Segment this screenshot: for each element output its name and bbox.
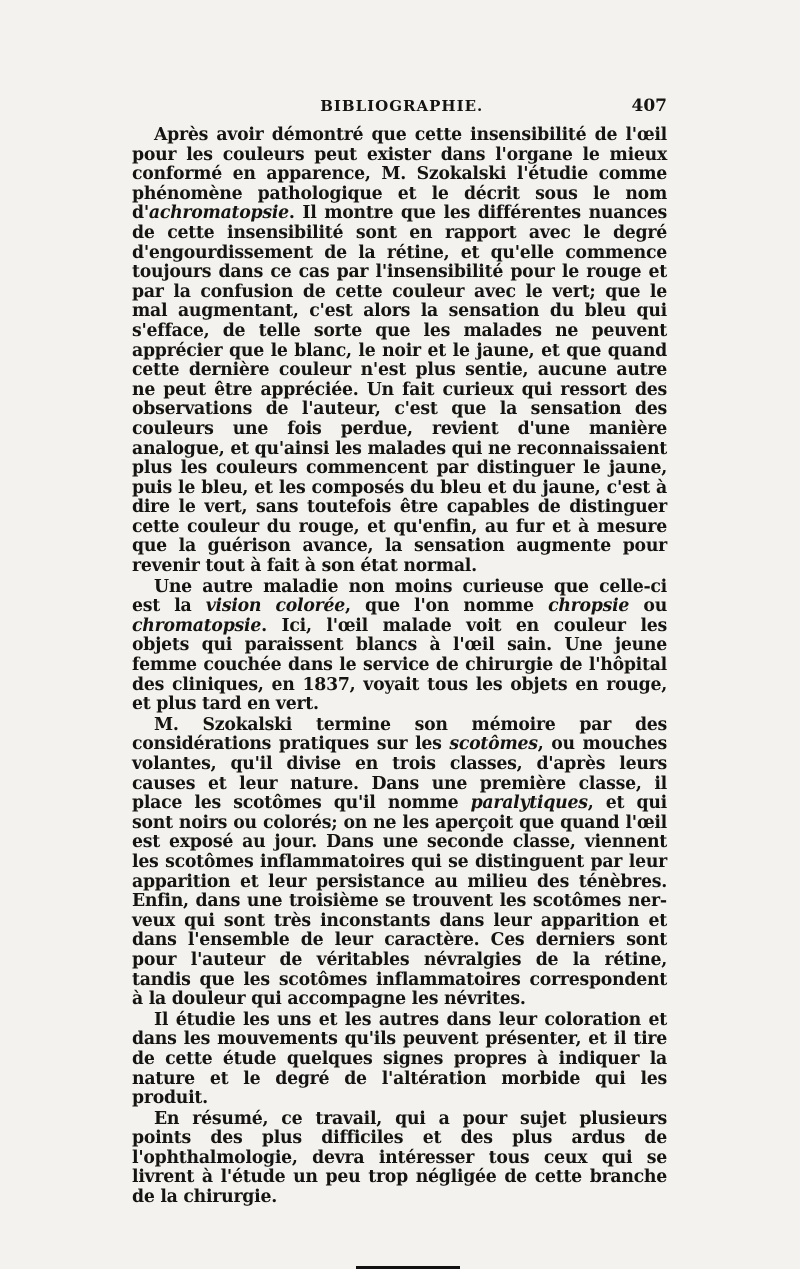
text-run: Il étudie les uns et les autres dans leur coloration et dans les mouvements qu'ils peuvent présenter, et il tire de cette étude quelques signes propres à indiquer la nature et le degré de l'altération morbide qui les produit. — [132, 1009, 667, 1109]
italic-term: vision colorée — [205, 596, 345, 617]
paragraph — [132, 1110, 667, 1208]
text-run: , que l'on nomme — [345, 596, 549, 617]
page-header — [132, 96, 667, 116]
italic-term: chropsie — [548, 596, 630, 617]
text-run: , ou mouches volantes, qu'il divise en trois classes, d'après leurs causes et leur nature. Dans une première classe, il place les scotômes qu'il nomme — [132, 734, 667, 814]
page-number: 407 — [631, 96, 667, 116]
closing-rule — [356, 1266, 460, 1269]
paragraph — [132, 1011, 667, 1109]
paragraph — [132, 716, 667, 1010]
book-page — [132, 96, 667, 1269]
paragraph — [132, 578, 667, 715]
paragraph — [132, 126, 667, 577]
running-title: BIBLIOGRAPHIE. — [320, 97, 484, 115]
italic-term: achromatopsie — [148, 203, 289, 224]
text-run: . Il montre que les différentes nuances de cette insensibilité sont en rapport avec le degré d'engourdissement de la rétine, et qu'elle commence toujours dans ce cas par l'insensibilité pour le rouge et par la confusion de cette couleur avec le vert; que le mal augmentant, c'est alors la sensation du bleu qui s'efface, de telle sorte que les malades ne peuvent apprécier que le blanc, le noir et le jaune, et que quand cette dernière couleur n'est plus sentie, aucune autre ne peut être appréciée. Un fait curieux qui ressort des observations de l'auteur, c'est que la sensation des couleurs une fois perdue, revient d'une manière analogue, et qu'ainsi les malades qui ne reconnaissaient plus les couleurs commencent par distinguer le jaune, puis le bleu, et les composés du bleu et du jaune, c'est à dire le vert, sans toutefois être capables de distinguer cette couleur du rouge, et qu'enfin, au fur et à mesure que la guérison avance, la sensation augmente pour revenir tout à fait à son état normal. — [132, 203, 667, 577]
text-run: En résumé, ce travail, qui a pour sujet plusieurs points des plus difficiles et des plus ardus de l'ophthalmologie, devra intéresser tous ceux qui se livrent à l'étude un peu trop négligée de cette branche de la chirurgie. — [132, 1108, 667, 1208]
italic-term: scotômes — [449, 734, 538, 755]
text-run: Après avoir démontré que cette insensibilité de l'œil pour les couleurs peut exister dans l'organe le mieux conformé en apparence, M. Szokalski l'étudie comme phénomène pathologique et le décrit sous le nom d' — [132, 125, 667, 224]
text-run: . Ici, l'œil malade voit en couleur les objets qui paraissent blancs à l'œil sain. Une jeune femme couchée dans le service de chirurgie de l'hôpital des cliniques, en 1837, voyait tous les objets en rouge, et plus tard en vert. — [132, 615, 667, 715]
text-run: M. Szokalski termine son mémoire par des considérations pratiques sur les — [132, 714, 667, 755]
body-text — [132, 126, 667, 1208]
italic-term: chromatopsie — [132, 615, 262, 636]
italic-term: paralytiques — [470, 793, 588, 814]
text-run: ou — [629, 596, 668, 617]
text-run: Une autre maladie non moins curieuse que celle-ci est la — [132, 576, 667, 617]
text-run: , et qui sont noirs ou colorés; on ne les aperçoit que quand l'œil est exposé au jour. Dans une seconde classe, viennent les scotômes inflammatoires qui se distinguent par leur apparition et leur persistance au milieu des ténèbres. Enfin, dans une troisième se trouvent les scotômes nerveux qui sont très inconstants dans leur apparition et dans l'ensemble de leur caractère. Ces derniers sont pour l'auteur de véritables névralgies de la rétine, tandis que les scotômes inflammatoires correspondent à la douleur qui accompagne les névrites. — [132, 793, 667, 1010]
